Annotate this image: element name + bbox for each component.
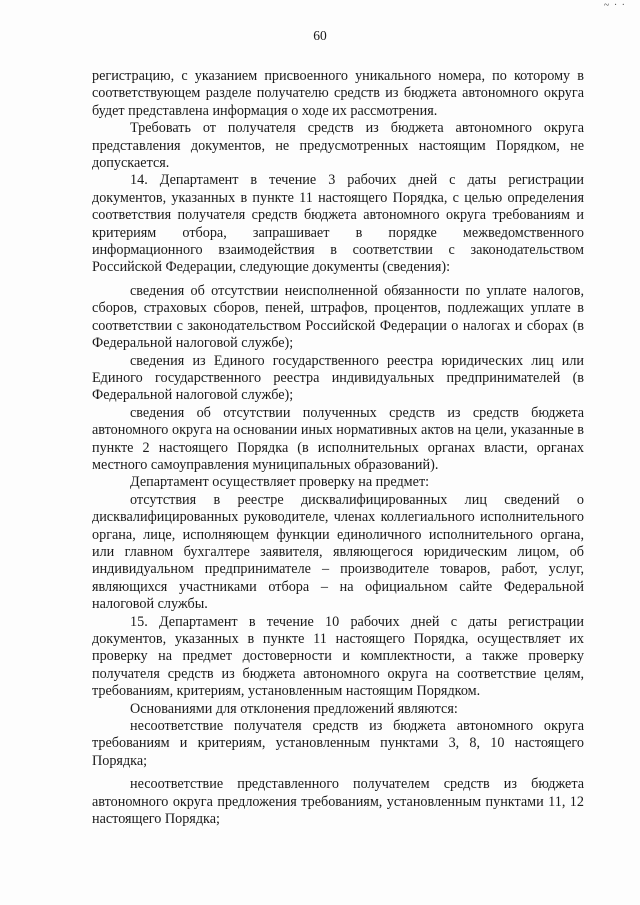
paragraph-no-funds-received: сведения об отсутствии полученных средств из средств бюджета автономного округа на основании иных нормативных актов на цели, указанные в пункте 2 настоящего Порядка (в исполнительных органах власти, органах местного самоуправления муниципальных образований). [92, 404, 584, 473]
paragraph-state-register: сведения из Единого государственного реестра юридических лиц или Единого государственного реестра индивидуальных предпринимателей (в Федеральной налоговой службе); [92, 352, 584, 404]
paragraph-clause-14: 14. Департамент в течение 3 рабочих дней с даты регистрации документов, указанных в пункте 11 настоящего Порядка, с целью определения соответствия получателя средств бюджета автономного округа требованиям и критериям отбора, запрашивает в порядке межведомственного информационного взаимодействия в соответствии с законодательством Российской Федерации, следующие документы (сведения): [92, 172, 584, 276]
paragraph-disqualified-persons: отсутствия в реестре дисквалифицированных лиц сведений о дисквалифицированных руководителе, членах коллегиального исполнительного органа, лице, исполняющем функции единоличного исполнительного органа, или главном бухгалтере заявителя, являющегося юридическим лицом, об индивидуальном предпринимателе – производителе товаров, работ, услуг, являющихся участниками отбора – на официальном сайте Федеральной налоговой службы. [92, 491, 584, 613]
paragraph-verification-subject: Департамент осуществляет проверку на предмет: [130, 474, 430, 491]
paragraph-rejection-grounds: Основаниями для отклонения предложений являются: [130, 700, 458, 717]
paragraph-no-extra-documents: Требовать от получателя средств из бюджета автономного округа представления документов, не предусмотренных настоящим Порядком, не допускается. [92, 120, 584, 172]
paragraph-recipient-mismatch: несоответствие получателя средств из бюджета автономного округа требованиям и критериям, установленным пунктами 3, 8, 10 настоящего Порядка; [92, 718, 584, 769]
paragraph-registration-continuation: регистрацию, с указанием присвоенного уникального номера, по которому в соответствующем разделе получателю средств из бюджета автономного округа будет представлена информация о ходе их рассмотрения. [92, 68, 584, 119]
paragraph-tax-obligations: сведения об отсутствии неисполненной обязанности по уплате налогов, сборов, страховых сборов, пеней, штрафов, процентов, подлежащих уплате в соответствии с законодательством Российской Федерации о налогах и сборах (в Федеральной налоговой службе); [92, 282, 584, 352]
paragraph-clause-15: 15. Департамент в течение 10 рабочих дней с даты регистрации документов, указанных в пункте 11 настоящего Порядка, осуществляет их проверку на предмет достоверности и комплектности, а также проверку получателя средств из бюджета автономного округа на соответствие целям, требованиям, критериям, установленным настоящим Порядком. [92, 613, 584, 700]
corner-mark: ~ · · [603, 0, 626, 11]
page-number: 60 [313, 28, 327, 43]
paragraph-proposal-mismatch: несоответствие представленного получателем средств из бюджета автономного округа предложения требованиям, установленным пунктами 11, 12 настоящего Порядка; [92, 776, 584, 828]
document-body [92, 68, 584, 828]
